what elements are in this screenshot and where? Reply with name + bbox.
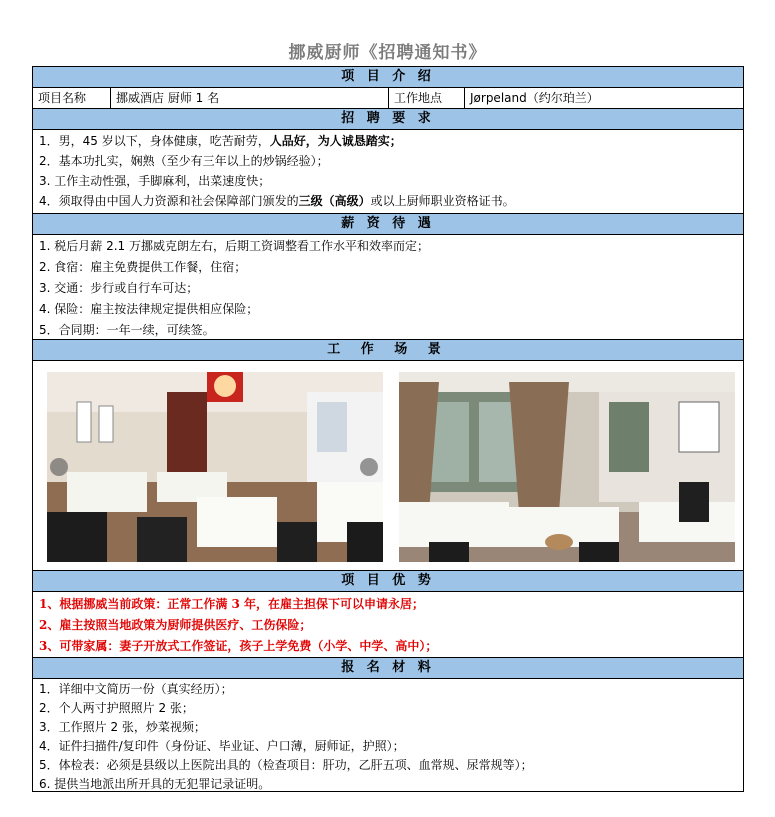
material-item: 3．工作照片 2 张，炒菜视频； <box>39 720 206 734</box>
requirement-item: 3. 工作主动性强，手脚麻利，出菜速度快； <box>39 174 271 188</box>
restaurant-photo-2 <box>399 372 735 562</box>
requirement-item: 2．基本功扎实，娴熟（至少有三年以上的炒锅经验）； <box>39 154 329 168</box>
recruitment-notice-table <box>32 66 744 792</box>
section-requirements-header: 招 聘 要 求 <box>33 109 743 130</box>
requirement-item: 4．须取得由中国人力资源和社会保障部门颁发的三级（高级）或以上厨师职业资格证书。 <box>39 194 515 208</box>
restaurant-photo-1 <box>47 372 383 562</box>
material-item: 6. 提供当地派出所开具的无犯罪记录证明。 <box>39 777 271 791</box>
requirements-list <box>33 130 743 214</box>
advantage-item: 2、雇主按照当地政策为厨师提供医疗、工伤保险； <box>39 618 312 632</box>
salary-list <box>33 235 743 340</box>
advantage-item: 1、根据挪威当前政策：正常工作满 3 年，在雇主担保下可以申请永居； <box>39 597 425 611</box>
section-advantages-header: 项 目 优 势 <box>33 571 743 592</box>
section-intro-header: 项 目 介 绍 <box>33 67 743 88</box>
salary-item: 5．合同期：一年一续，可续签。 <box>39 323 215 337</box>
material-item: 5．体检表：必须是县级以上医院出具的（检查项目：肝功，乙肝五项、血常规、尿常规等）； <box>39 758 533 772</box>
material-item: 1．详细中文简历一份（真实经历）； <box>39 682 233 696</box>
location-value: Jørpeland（约尔珀兰） <box>470 91 599 105</box>
page-title: 挪威厨师《招聘通知书》 <box>288 43 487 63</box>
material-item: 2．个人两寸护照照片 2 张； <box>39 701 194 715</box>
project-name-label: 项目名称 <box>33 88 111 108</box>
advantage-item: 3、可带家属：妻子开放式工作签证，孩子上学免费（小学、中学、高中）； <box>39 639 438 653</box>
location-label: 工作地点 <box>389 88 465 108</box>
salary-item: 1. 税后月薪 2.1 万挪威克朗左右，后期工资调整看工作水平和效率而定； <box>39 239 429 253</box>
salary-item: 2. 食宿：雇主免费提供工作餐，住宿； <box>39 260 247 274</box>
section-materials-header: 报 名 材 料 <box>33 658 743 679</box>
project-info-row <box>33 88 743 109</box>
requirement-item: 1．男，45 岁以下，身体健康，吃苦耐劳，人品好，为人诚恳踏实； <box>39 134 402 148</box>
materials-list <box>33 679 743 791</box>
project-name-value: 挪威酒店 厨师 1 名 <box>111 88 389 108</box>
section-scene-header: 工 作 场 景 <box>33 340 743 361</box>
salary-item: 3. 交通：步行或自行车可达； <box>39 281 199 295</box>
advantages-list <box>33 592 743 658</box>
salary-item: 4. 保险：雇主按法律规定提供相应保险； <box>39 302 259 316</box>
section-salary-header: 薪 资 待 遇 <box>33 214 743 235</box>
scene-photos-area <box>33 361 743 571</box>
material-item: 4．证件扫描件/复印件（身份证、毕业证、户口薄，厨师证，护照）； <box>39 739 405 753</box>
